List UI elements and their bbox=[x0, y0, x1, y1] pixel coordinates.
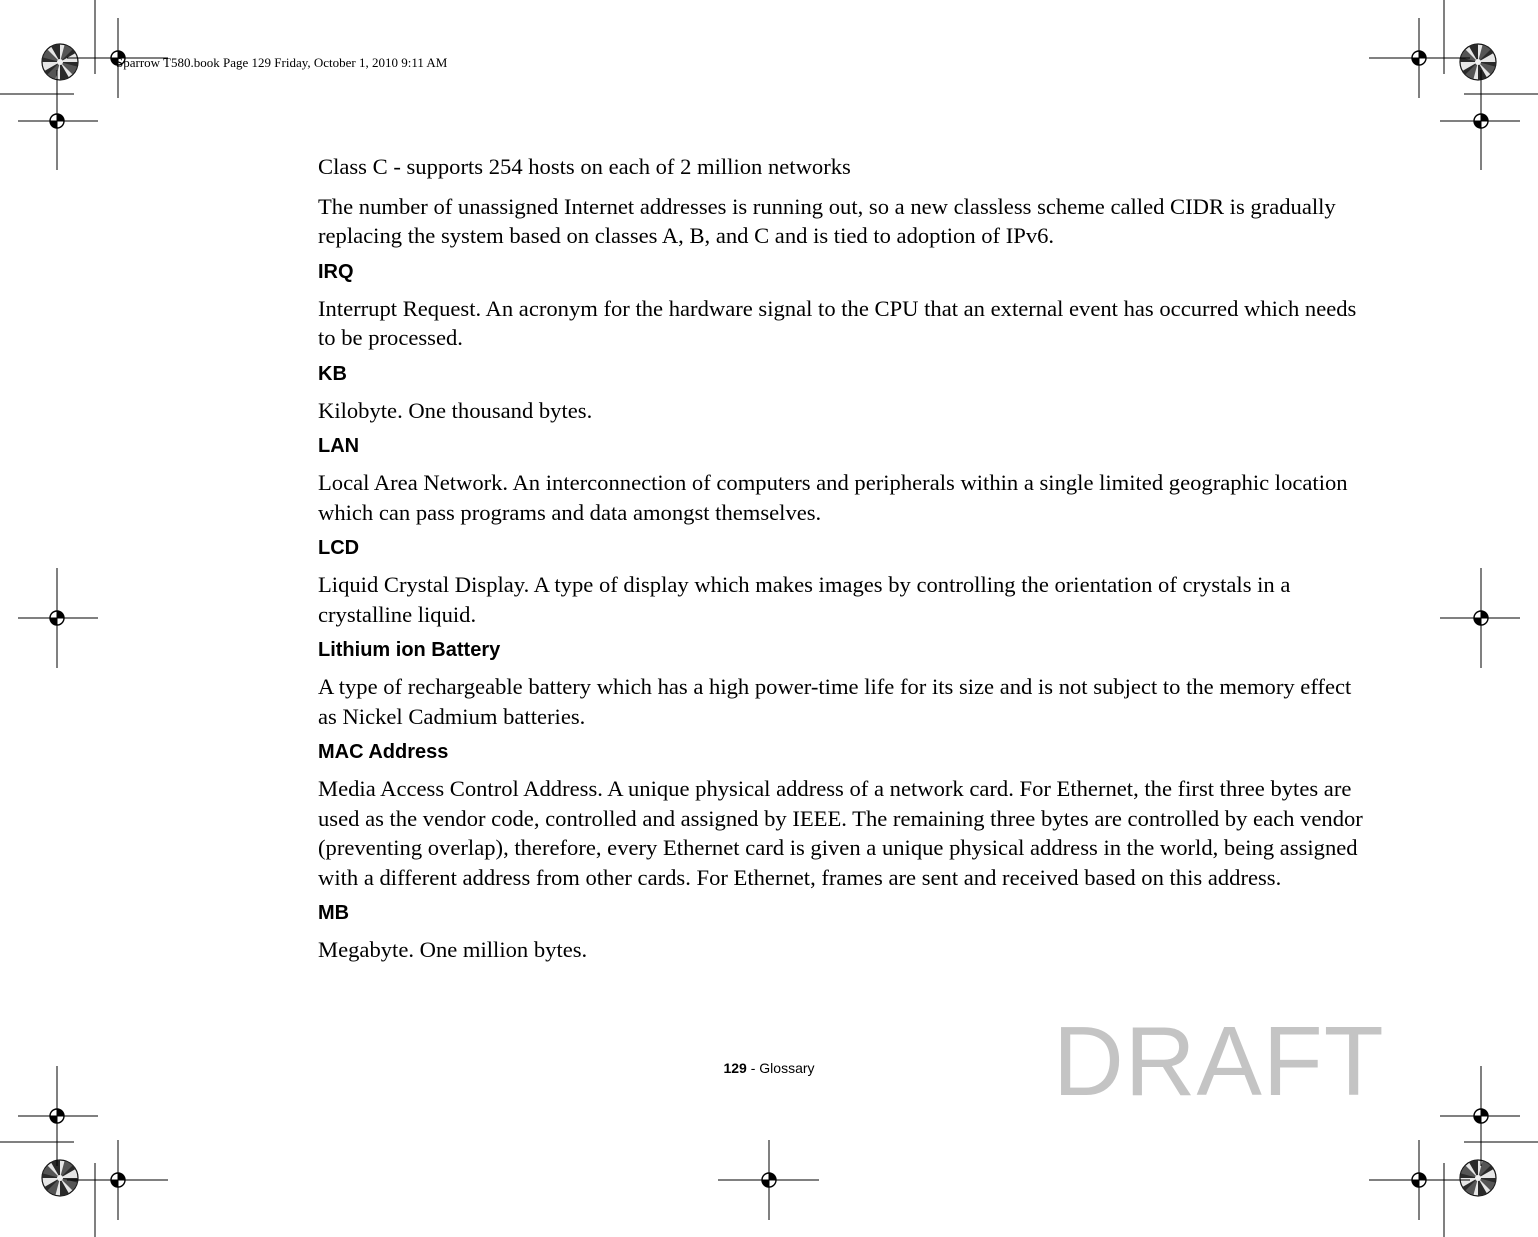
registration-mark-icon bbox=[1470, 607, 1492, 629]
glossary-definition: Megabyte. One million bytes. bbox=[318, 937, 588, 962]
glossary-definition: Local Area Network. An interconnection of computers and peripherals within a single limited geographic location which can pass programs and data amongst themselves. bbox=[318, 470, 1348, 525]
draft-watermark: DRAFT bbox=[1053, 1006, 1385, 1116]
star-target-icon bbox=[42, 1160, 78, 1196]
registration-mark-icon bbox=[46, 607, 68, 629]
glossary-term: IRQ bbox=[318, 260, 354, 283]
registration-mark-icon bbox=[107, 1169, 129, 1191]
glossary-definition: A type of rechargeable battery which has a high power-time life for its size and is not subject to the memory effect as Nickel Cadmium batteries. bbox=[318, 674, 1352, 729]
glossary-term: MB bbox=[318, 902, 350, 924]
registration-mark-icon bbox=[1408, 1169, 1430, 1191]
registration-mark-icon bbox=[758, 1169, 780, 1191]
star-target-icon bbox=[1460, 44, 1496, 80]
intro-paragraph: The number of unassigned Internet addresses is running out, so a new classless scheme called CIDR is gradually replacing the system based on classes A, B, and C and is tied to adoption of IPv6. bbox=[318, 193, 1336, 248]
glossary-term: LCD bbox=[318, 537, 360, 559]
print-slug: Sparrow T580.book Page 129 Friday, October 1, 2010 9:11 AM bbox=[116, 55, 448, 70]
glossary-definition: Liquid Crystal Display. A type of display which makes images by controlling the orientation of crystals in a crystalline liquid. bbox=[318, 572, 1291, 627]
star-target-icon bbox=[1460, 1160, 1496, 1196]
glossary-term: MAC Address bbox=[318, 741, 449, 763]
glossary-definition: Kilobyte. One thousand bytes. bbox=[318, 397, 593, 423]
glossary-content bbox=[318, 152, 1363, 965]
glossary-term: LAN bbox=[318, 435, 360, 457]
glossary-term: Lithium ion Battery bbox=[318, 639, 501, 661]
registration-mark-icon bbox=[1470, 1105, 1492, 1127]
registration-mark-icon bbox=[1470, 110, 1492, 132]
registration-mark-icon bbox=[46, 1105, 68, 1127]
footer-section: Glossary bbox=[759, 1060, 815, 1076]
intro-line: Class C - supports 254 hosts on each of 2 million networks bbox=[318, 154, 851, 179]
glossary-definition: Interrupt Request. An acronym for the hardware signal to the CPU that an external event has occurred which needs to be processed. bbox=[318, 295, 1357, 350]
registration-mark-icon bbox=[1408, 47, 1430, 69]
star-target-icon bbox=[42, 44, 78, 80]
page-number: 129 bbox=[723, 1060, 747, 1076]
footer-separator: - bbox=[746, 1060, 760, 1076]
glossary-definition: Media Access Control Address. A unique physical address of a network card. For Ethernet, the first three bytes are used as the vendor code, controlled and assigned by IEEE. The remaining three bytes are controlled by each vendor (preventing overlap), therefore, every Ethernet card is given a unique physical address in the world, being assigned with a different address from other cards. For Ethernet, frames are sent and received based on this address. bbox=[318, 776, 1363, 890]
registration-mark-icon bbox=[46, 110, 68, 132]
glossary-term: KB bbox=[318, 362, 347, 385]
